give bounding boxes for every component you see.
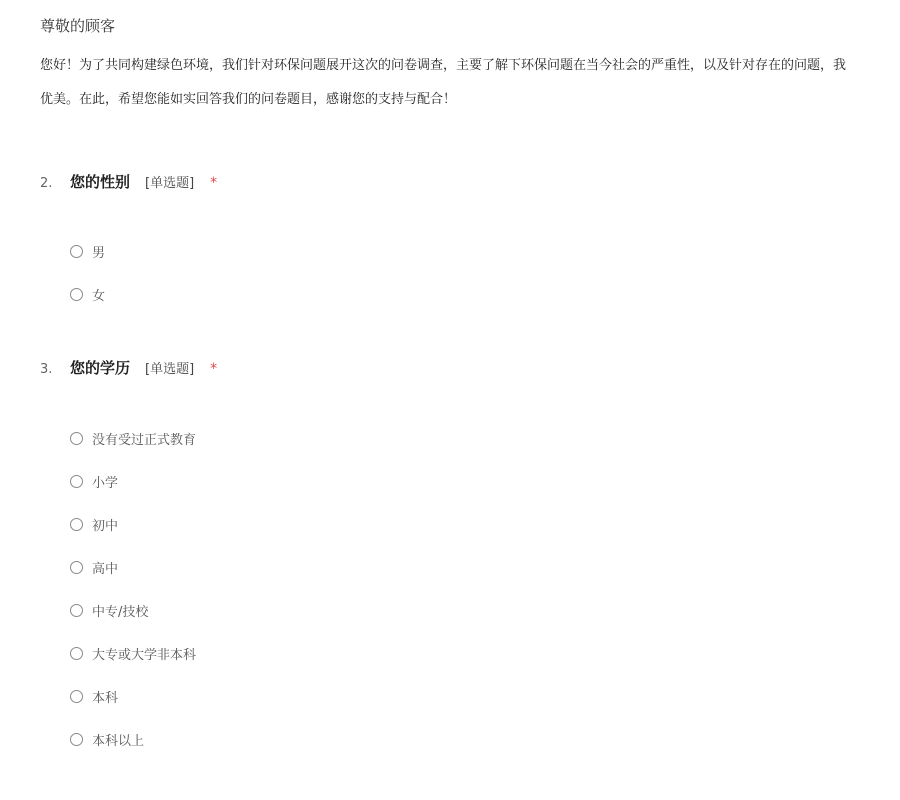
radio-button-icon[interactable]: [70, 432, 83, 445]
option-gender-male[interactable]: [70, 242, 105, 260]
radio-button-icon[interactable]: [70, 475, 83, 488]
option-label: 初中: [92, 518, 119, 534]
question-number: 2.: [40, 176, 53, 191]
option-edu-primary[interactable]: [70, 472, 118, 490]
option-label: 小学: [92, 475, 119, 491]
intro-text-line-2: 优美。在此，希望您能如实回答我们的问卷题目，感谢您的支持与配合！: [40, 92, 457, 107]
question-title: 您的学历: [70, 359, 131, 377]
option-edu-bachelor[interactable]: [70, 687, 118, 705]
option-label: 高中: [92, 561, 119, 577]
option-label: 大专或大学非本科: [92, 647, 197, 663]
option-edu-junior-high[interactable]: [70, 515, 118, 533]
question-type-label: [单选题]: [145, 362, 195, 377]
question-education: [40, 357, 217, 379]
option-edu-none[interactable]: [70, 429, 196, 447]
option-label: 男: [92, 245, 106, 261]
radio-button-icon[interactable]: [70, 561, 83, 574]
option-label: 中专/技校: [92, 604, 149, 620]
option-label: 女: [92, 288, 106, 304]
option-label: 本科以上: [92, 733, 145, 749]
radio-button-icon[interactable]: [70, 690, 83, 703]
option-label: 本科: [92, 690, 119, 706]
question-number: 3.: [40, 362, 53, 377]
intro-text-line-1: 您好！为了共同构建绿色环境，我们针对环保问题展开这次的问卷调查，主要了解下环保问题在当今社会的严重性，以及针对存在的问题，我: [40, 58, 847, 73]
option-edu-high-school[interactable]: [70, 558, 118, 576]
required-asterisk: *: [210, 361, 218, 377]
option-edu-above-bachelor[interactable]: [70, 730, 144, 748]
radio-button-icon[interactable]: [70, 518, 83, 531]
radio-button-icon[interactable]: [70, 288, 83, 301]
option-edu-vocational[interactable]: [70, 601, 148, 619]
option-edu-college[interactable]: [70, 644, 196, 662]
radio-button-icon[interactable]: [70, 604, 83, 617]
question-type-label: [单选题]: [145, 176, 195, 191]
required-asterisk: *: [210, 175, 218, 191]
greeting-heading: 尊敬的顾客: [40, 17, 116, 35]
radio-button-icon[interactable]: [70, 245, 83, 258]
radio-button-icon[interactable]: [70, 647, 83, 660]
option-label: 没有受过正式教育: [92, 432, 197, 448]
option-gender-female[interactable]: [70, 285, 105, 303]
question-gender: [40, 171, 217, 193]
radio-button-icon[interactable]: [70, 733, 83, 746]
question-title: 您的性别: [70, 173, 131, 191]
